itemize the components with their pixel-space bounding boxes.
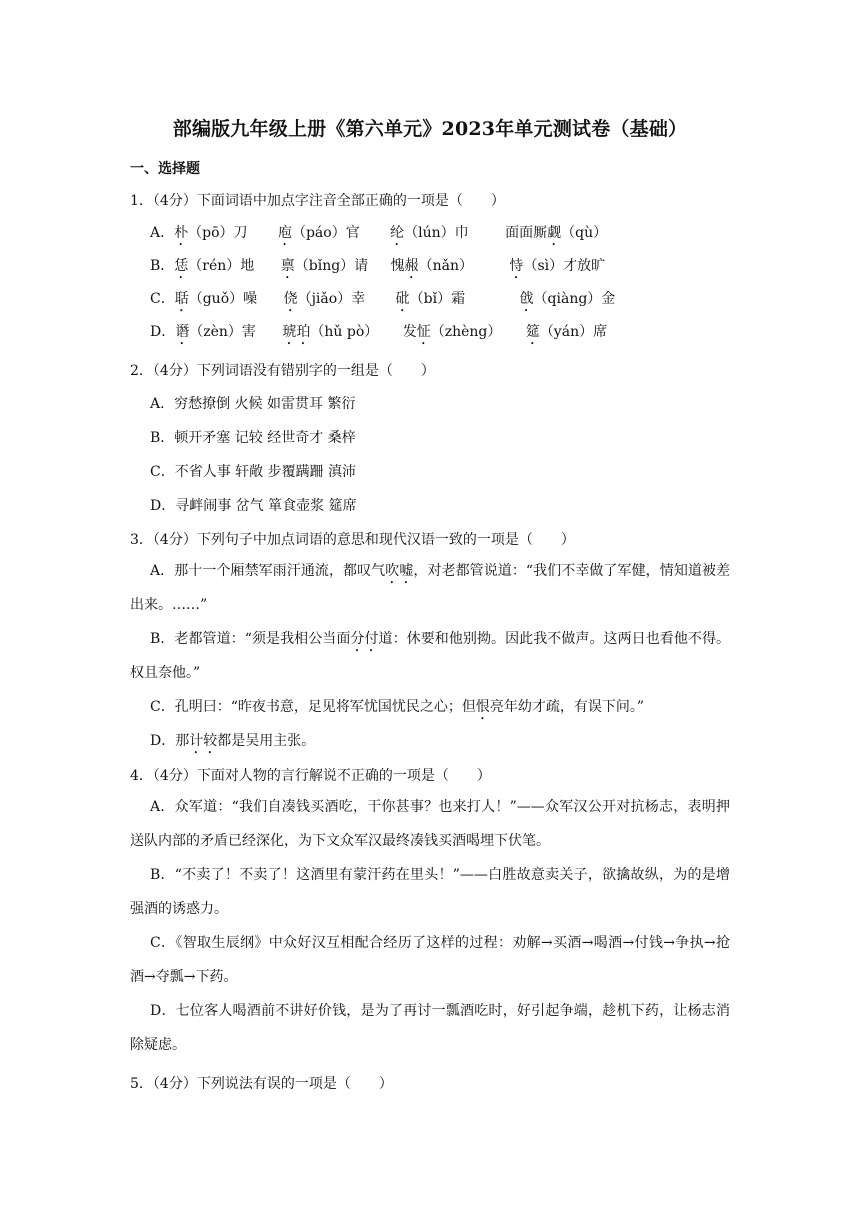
question-3-option-a[interactable]: A．那十一个厢禁军雨汗通流，都叹气吹嘘，对老都管说道：“我们不幸做了军健，情知道被差出来。……” [130, 563, 731, 613]
question-2-option-a[interactable]: A．穷愁撩倒 火候 如雷贯耳 繁衍 [150, 396, 356, 412]
question-4-stem: 4．（4分）下面对人物的言行解说不正确的一项是（ ） [130, 768, 491, 784]
question-2-option-c[interactable]: C．不省人事 轩敞 步覆蹒跚 滇沛 [150, 464, 357, 480]
question-3-option-b[interactable]: B．老都管道：“须是我相公当面分付道：休要和他别拗。因此我不做声。这两日也看他不得。权且奈他。” [130, 631, 731, 681]
question-3-stem: 3．（4分）下列句子中加点词语的意思和现代汉语一致的一项是（ ） [130, 532, 575, 548]
question-1-option-a[interactable]: A．朴（pō）刀 庖（páo）官 纶（lún）巾 面面厮觑（qù） [150, 225, 608, 241]
question-4-option-b[interactable]: B．“不卖了！不卖了！这酒里有蒙汗药在里头！”——白胜故意卖关子，欲擒故纵，为的是增强酒的诱惑力。 [130, 867, 730, 917]
question-2-option-d[interactable]: D．寻衅闹事 岔气 箪食壶浆 筵席 [150, 498, 357, 514]
question-1-stem: 1．（4分）下面词语中加点字注音全部正确的一项是（ ） [130, 193, 505, 209]
question-1-option-c[interactable]: C．聒（guǒ）噪 侥（jiǎo）幸 砒（bǐ）霜 戗（qiàng）金 [150, 291, 616, 307]
question-4-option-d[interactable]: D．七位客人喝酒前不讲好价钱，是为了再讨一瓢酒吃时，好引起争端，趁机下药，让杨志消除疑虑。 [130, 1003, 730, 1053]
question-1-option-d[interactable]: D．谮（zèn）害 琥珀（hǔ pò） 发怔（zhèng） 筵（yán）席 [150, 324, 608, 340]
question-5-stem: 5．（4分）下列说法有误的一项是（ ） [130, 1076, 393, 1092]
page-title: 部编版九年级上册《第六单元》2023年单元测试卷（基础） [172, 118, 688, 140]
question-1-option-b[interactable]: B．恁（rén）地 禀（bǐng）请 愧赧（nǎn） 恃（sì）才放旷 [150, 258, 606, 274]
question-3-option-d[interactable]: D．那计较都是吴用主张。 [150, 733, 316, 749]
question-2-option-b[interactable]: B．顿开矛塞 记较 经世奇才 桑梓 [150, 430, 356, 446]
question-4-option-c[interactable]: C．《智取生辰纲》中众好汉互相配合经历了这样的过程：劝解→买酒→喝酒→付钱→争执→抢酒→夺瓢→下药。 [130, 935, 730, 985]
question-2-stem: 2．（4分）下列词语没有错别字的一组是（ ） [130, 363, 435, 379]
question-3-option-c[interactable]: C．孔明曰：“昨夜书意，足见将军忧国忧民之心；但恨亮年幼才疏，有误下问。” [150, 699, 645, 715]
section-heading: 一、选择题 [130, 161, 200, 177]
question-4-option-a[interactable]: A．众军道：“我们自凑钱买酒吃，干你甚事？也来打人！”——众军汉公开对抗杨志，表明押送队内部的矛盾已经深化，为下文众军汉最终凑钱买酒喝埋下伏笔。 [130, 799, 730, 849]
